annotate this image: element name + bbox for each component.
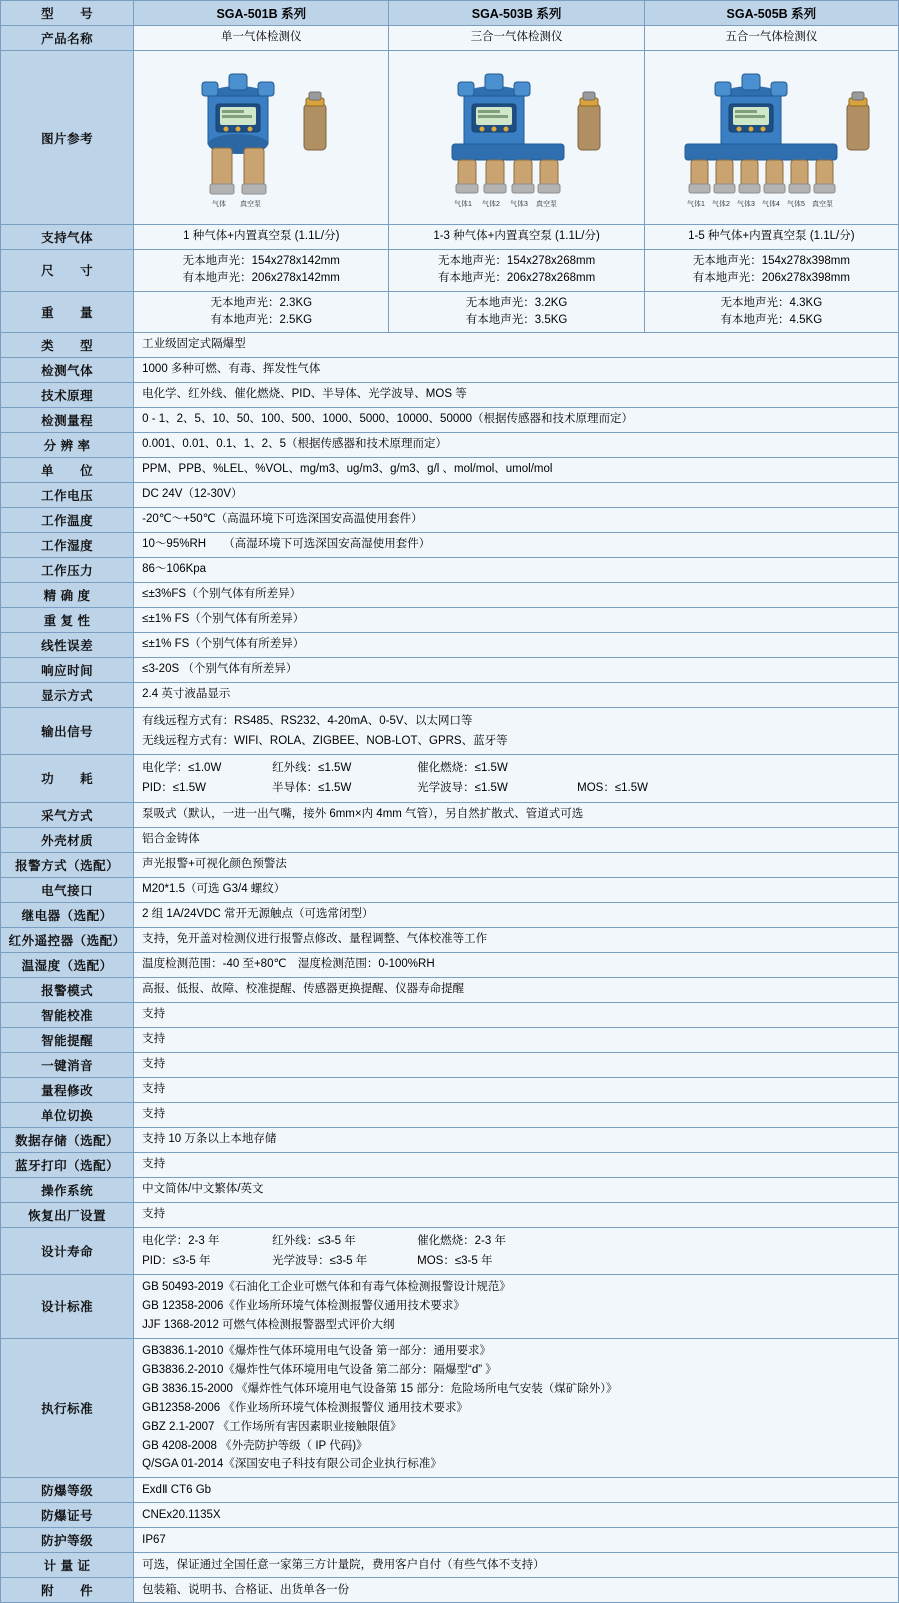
- size-col-2-no-alarm: 无本地声光：154x278x268mm: [437, 255, 596, 267]
- table-row-smart-reminder: [1, 1027, 899, 1052]
- row-label-humidity: 工作湿度: [1, 533, 134, 558]
- design-life-item-1: 红外线：≤3-5 年: [272, 1234, 356, 1247]
- table-row-data-storage-option: [1, 1127, 899, 1152]
- device-image-col-3: [644, 51, 898, 225]
- row-label-design-standard: 设计标准: [1, 1274, 134, 1338]
- row-label-detect-gas: 检测气体: [1, 358, 134, 383]
- linear-error-value: ≤±1% FS（个别气体有所差异）: [134, 633, 899, 658]
- table-row-design-life: [1, 1227, 899, 1274]
- row-label-smart-reminder: 智能提醒: [1, 1027, 134, 1052]
- product-name-col-1: 单一气体检测仪: [134, 26, 389, 51]
- type-value: 工业级固定式隔爆型: [134, 333, 899, 358]
- table-row-size: [1, 250, 899, 292]
- output-value: [134, 708, 899, 755]
- temperature-value: -20℃～+50℃（高温环境下可选深国安高温使用套件）: [134, 508, 899, 533]
- weight-col-1-no-alarm: 无本地声光：2.3KG: [210, 296, 313, 309]
- row-label-temperature: 工作温度: [1, 508, 134, 533]
- port-caption-gas2: 气体2: [481, 201, 500, 208]
- exec-standard-item-4: GBZ 2.1-2007 《工作场所有害因素职业接触限值》: [142, 1420, 402, 1433]
- table-row-resolution: [1, 433, 899, 458]
- table-row-linear-error: [1, 633, 899, 658]
- weight-col-2-no-alarm: 无本地声光：3.2KG: [465, 296, 568, 309]
- port-caption-gas5: 气体5: [787, 201, 806, 208]
- port-caption-gas2: 气体2: [712, 201, 731, 208]
- model-col-1: SGA-501B 系列: [134, 1, 389, 26]
- row-label-bluetooth-print-option: 蓝牙打印（选配）: [1, 1152, 134, 1177]
- gas-detector-illustration-1: [146, 56, 376, 216]
- row-label-data-storage-option: 数据存储（选配）: [1, 1127, 134, 1152]
- metering-cert-value: 可选，保证通过全国任意一家第三方计量院，费用客户自付（有些气体不支持）: [134, 1553, 899, 1578]
- unit-switch-value: 支持: [134, 1102, 899, 1127]
- weight-col-3: [644, 291, 898, 333]
- accuracy-value: ≤±3%FS（个别气体有所差异）: [134, 583, 899, 608]
- table-row-principle: [1, 383, 899, 408]
- exec-standard-value: [134, 1338, 899, 1478]
- row-label-size: 尺 寸: [1, 250, 134, 292]
- power-item-4: 半导体：≤1.5W: [272, 782, 352, 795]
- port-caption-gas4: 气体4: [762, 201, 781, 208]
- table-row-sampling: [1, 802, 899, 827]
- table-row-support-gas: [1, 225, 899, 250]
- design-life-value: [134, 1227, 899, 1274]
- row-label-unit-switch: 单位切换: [1, 1102, 134, 1127]
- smart-reminder-value: 支持: [134, 1027, 899, 1052]
- row-label-range-modify: 量程修改: [1, 1077, 134, 1102]
- principle-value: 电化学、红外线、催化燃烧、PID、半导体、光学波导、MOS 等: [134, 383, 899, 408]
- row-label-repeatability: 重 复 性: [1, 608, 134, 633]
- exec-standard-item-5: GB 4208-2008 《外壳防护等级（ IP 代码)》: [142, 1439, 368, 1452]
- alarm-mode-option-value: 声光报警+可视化颜色预警法: [134, 852, 899, 877]
- table-row-image-reference: [1, 51, 899, 225]
- weight-col-2-with-alarm: 有本地声光：3.5KG: [465, 313, 568, 326]
- design-life-item-4: 光学波导：≤3-5 年: [272, 1254, 368, 1267]
- size-col-3-with-alarm: 有本地声光：206x278x398mm: [692, 272, 850, 285]
- table-row-alarm-mode-option: [1, 852, 899, 877]
- row-label-alarm-mode-option: 报警方式（选配）: [1, 852, 134, 877]
- gas-detector-illustration-3: [651, 56, 891, 216]
- detect-gas-value: 1000 多种可燃、有毒、挥发性气体: [134, 358, 899, 383]
- row-label-power: 功 耗: [1, 755, 134, 802]
- row-label-voltage: 工作电压: [1, 483, 134, 508]
- table-row-bluetooth-print-option: [1, 1152, 899, 1177]
- size-col-3-no-alarm: 无本地声光：154x278x398mm: [692, 255, 850, 267]
- row-label-output: 输出信号: [1, 708, 134, 755]
- row-label-unit: 单 位: [1, 458, 134, 483]
- table-row-smart-calibration: [1, 1002, 899, 1027]
- exec-standard-item-3: GB12358-2006 《作业场所环境气体检测报警仪 通用技术要求》: [142, 1401, 469, 1414]
- table-row-detect-gas: [1, 358, 899, 383]
- power-item-2: 催化燃烧：≤1.5W: [417, 762, 508, 775]
- pressure-value: 86～106Kpa: [134, 558, 899, 583]
- row-label-ip-level: 防护等级: [1, 1528, 134, 1553]
- weight-col-3-with-alarm: 有本地声光：4.5KG: [720, 313, 823, 326]
- design-life-item-3: PID：≤3-5 年: [142, 1254, 211, 1267]
- row-label-metering-cert: 计 量 证: [1, 1553, 134, 1578]
- accessories-value: 包装箱、说明书、合格证、出货单各一份: [134, 1578, 899, 1603]
- row-label-one-key-mute: 一键消音: [1, 1052, 134, 1077]
- display-value: 2.4 英寸液晶显示: [134, 683, 899, 708]
- product-name-col-2: 三合一气体检测仪: [389, 26, 644, 51]
- repeatability-value: ≤±1% FS（个别气体有所差异）: [134, 608, 899, 633]
- row-label-accessories: 附 件: [1, 1578, 134, 1603]
- row-label-sampling: 采气方式: [1, 802, 134, 827]
- support-gas-col-3: 1-5 种气体+内置真空泵 (1.1L/分): [644, 225, 898, 250]
- row-label-type: 类 型: [1, 333, 134, 358]
- table-row-design-standard: [1, 1274, 899, 1338]
- device-image-col-1: [134, 51, 389, 225]
- unit-value: PPM、PPB、%LEL、%VOL、mg/m3、ug/m3、g/m3、g/l 、mol/mol、umol/mol: [134, 458, 899, 483]
- table-row-shell: [1, 827, 899, 852]
- table-row-relay-option: [1, 902, 899, 927]
- table-row-temp-humidity-option: [1, 952, 899, 977]
- table-row-product-name: [1, 26, 899, 51]
- ex-cert-value: CNEx20.1135X: [134, 1503, 899, 1528]
- row-label-display: 显示方式: [1, 683, 134, 708]
- design-life-item-0: 电化学：2-3 年: [142, 1234, 220, 1247]
- row-label-smart-calibration: 智能校准: [1, 1002, 134, 1027]
- row-label-design-life: 设计寿命: [1, 1227, 134, 1274]
- humidity-value: 10～95%RH （高湿环境下可选深国安高湿使用套件）: [134, 533, 899, 558]
- electrical-interface-value: M20*1.5（可选 G3/4 螺纹）: [134, 877, 899, 902]
- row-label-shell: 外壳材质: [1, 827, 134, 852]
- weight-col-2: [389, 291, 644, 333]
- table-row-pressure: [1, 558, 899, 583]
- range-value: 0 - 1、2、5、10、50、100、500、1000、5000、10000、50000（根据传感器和技术原理而定）: [134, 408, 899, 433]
- ip-level-value: IP67: [134, 1528, 899, 1553]
- model-col-3: SGA-505B 系列: [644, 1, 898, 26]
- voltage-value: DC 24V（12-30V）: [134, 483, 899, 508]
- design-standard-item-0: GB 50493-2019《石油化工企业可燃气体和有毒气体检测报警设计规范》: [142, 1280, 511, 1293]
- size-col-1-no-alarm: 无本地声光：154x278x142mm: [182, 255, 340, 267]
- support-gas-col-2: 1-3 种气体+内置真空泵 (1.1L/分): [389, 225, 644, 250]
- row-label-linear-error: 线性误差: [1, 633, 134, 658]
- bluetooth-print-option-value: 支持: [134, 1152, 899, 1177]
- table-row-one-key-mute: [1, 1052, 899, 1077]
- row-label-range: 检测量程: [1, 408, 134, 433]
- row-label-resolution: 分 辨 率: [1, 433, 134, 458]
- row-label-image-reference: 图片参考: [1, 51, 134, 225]
- exec-standard-item-2: GB 3836.15-2000 《爆炸性气体环境用电气设备第 15 部分：危险场所电气安装（煤矿除外）》: [142, 1382, 618, 1395]
- output-wired: 有线远程方式有：RS485、RS232、4-20mA、0-5V、以太网口等: [142, 715, 473, 727]
- table-row-range: [1, 408, 899, 433]
- port-caption-gas3: 气体3: [509, 201, 528, 208]
- gas-detector-illustration-2: [402, 56, 632, 216]
- table-row-voltage: [1, 483, 899, 508]
- row-label-support-gas: 支持气体: [1, 225, 134, 250]
- alarm-modes-value: 高报、低报、故障、校准提醒、传感器更换提醒、仪器寿命提醒: [134, 977, 899, 1002]
- row-label-relay-option: 继电器（选配）: [1, 902, 134, 927]
- table-row-model: [1, 1, 899, 26]
- table-row-temperature: [1, 508, 899, 533]
- table-row-os: [1, 1177, 899, 1202]
- factory-reset-value: 支持: [134, 1202, 899, 1227]
- weight-col-3-no-alarm: 无本地声光：4.3KG: [720, 296, 823, 309]
- table-row-alarm-modes: [1, 977, 899, 1002]
- size-col-3: [644, 250, 898, 292]
- data-storage-option-value: 支持 10 万条以上本地存储: [134, 1127, 899, 1152]
- row-label-alarm-modes: 报警模式: [1, 977, 134, 1002]
- size-col-2-with-alarm: 有本地声光：206x278x268mm: [437, 272, 596, 285]
- table-row-ir-remote-option: [1, 927, 899, 952]
- row-label-electrical-interface: 电气接口: [1, 877, 134, 902]
- weight-col-1-with-alarm: 有本地声光：2.5KG: [210, 313, 313, 326]
- port-caption-gas1: 气体1: [453, 201, 472, 208]
- response-time-value: ≤3-20S （个别气体有所差异）: [134, 658, 899, 683]
- row-label-product-name: 产品名称: [1, 26, 134, 51]
- design-standard-item-1: GB 12358-2006《作业场所环境气体检测报警仪通用技术要求》: [142, 1299, 465, 1312]
- table-row-humidity: [1, 533, 899, 558]
- ir-remote-option-value: 支持，免开盖对检测仪进行报警点修改、量程调整、气体校准等工作: [134, 927, 899, 952]
- table-row-power: [1, 755, 899, 802]
- row-label-principle: 技术原理: [1, 383, 134, 408]
- table-row-accuracy: [1, 583, 899, 608]
- row-label-response-time: 响应时间: [1, 658, 134, 683]
- row-label-os: 操作系统: [1, 1177, 134, 1202]
- table-row-ex-level: [1, 1478, 899, 1503]
- design-life-item-5: MOS：≤3-5 年: [417, 1254, 493, 1267]
- exec-standard-item-6: Q/SGA 01-2014《深国安电子科技有限公司企业执行标准》: [142, 1458, 442, 1471]
- power-item-6: MOS：≤1.5W: [577, 782, 648, 795]
- model-col-2: SGA-503B 系列: [389, 1, 644, 26]
- power-item-0: 电化学：≤1.0W: [142, 762, 222, 775]
- row-label-pressure: 工作压力: [1, 558, 134, 583]
- table-row-factory-reset: [1, 1202, 899, 1227]
- table-row-unit: [1, 458, 899, 483]
- temp-humidity-option-value: 温度检测范围：-40 至+80℃ 湿度检测范围：0-100%RH: [134, 952, 899, 977]
- ex-level-value: ExdⅡ CT6 Gb: [134, 1478, 899, 1503]
- row-label-temp-humidity-option: 温湿度（选配）: [1, 952, 134, 977]
- table-row-accessories: [1, 1578, 899, 1603]
- relay-option-value: 2 组 1A/24VDC 常开无源触点（可选常闭型）: [134, 902, 899, 927]
- row-label-ir-remote-option: 红外遥控器（选配）: [1, 927, 134, 952]
- range-modify-value: 支持: [134, 1077, 899, 1102]
- table-row-ex-cert: [1, 1503, 899, 1528]
- table-row-type: [1, 333, 899, 358]
- size-col-2: [389, 250, 644, 292]
- table-row-response-time: [1, 658, 899, 683]
- table-row-metering-cert: [1, 1553, 899, 1578]
- design-life-item-2: 催化燃烧：2-3 年: [417, 1234, 506, 1247]
- table-row-repeatability: [1, 608, 899, 633]
- design-standard-item-2: JJF 1368-2012 可燃气体检测报警器型式评价大纲: [142, 1318, 395, 1331]
- row-label-ex-level: 防爆等级: [1, 1478, 134, 1503]
- product-name-col-3: 五合一气体检测仪: [644, 26, 898, 51]
- row-label-exec-standard: 执行标准: [1, 1338, 134, 1478]
- one-key-mute-value: 支持: [134, 1052, 899, 1077]
- row-label-factory-reset: 恢复出厂设置: [1, 1202, 134, 1227]
- port-caption-gas1: 气体1: [687, 201, 706, 208]
- power-item-1: 红外线：≤1.5W: [272, 762, 352, 775]
- port-caption-pump: 真空泵: [240, 201, 262, 208]
- exec-standard-item-1: GB3836.2-2010《爆炸性气体环境用电气设备 第二部分：隔爆型“d” 》: [142, 1363, 497, 1376]
- power-item-3: PID：≤1.5W: [142, 782, 206, 795]
- support-gas-col-1: 1 种气体+内置真空泵 (1.1L/分): [134, 225, 389, 250]
- table-row-exec-standard: [1, 1338, 899, 1478]
- table-row-ip-level: [1, 1528, 899, 1553]
- table-row-weight: [1, 291, 899, 333]
- exec-standard-item-0: GB3836.1-2010《爆炸性气体环境用电气设备 第一部分：通用要求》: [142, 1344, 492, 1357]
- smart-calibration-value: 支持: [134, 1002, 899, 1027]
- port-caption-pump: 真空泵: [812, 201, 834, 208]
- output-wireless: 无线远程方式有：WIFI、ROLA、ZIGBEE、NOB-LOT、GPRS、蓝牙等: [142, 735, 508, 748]
- port-caption-gas: 气体: [212, 201, 227, 208]
- table-row-unit-switch: [1, 1102, 899, 1127]
- size-col-1: [134, 250, 389, 292]
- os-value: 中文简体/中文繁体/英文: [134, 1177, 899, 1202]
- table-row-electrical-interface: [1, 877, 899, 902]
- row-label-model: 型 号: [1, 1, 134, 26]
- size-col-1-with-alarm: 有本地声光：206x278x142mm: [182, 272, 340, 285]
- table-row-display: [1, 683, 899, 708]
- resolution-value: 0.001、0.01、0.1、1、2、5（根据传感器和技术原理而定）: [134, 433, 899, 458]
- table-row-output: [1, 708, 899, 755]
- device-image-col-2: [389, 51, 644, 225]
- weight-col-1: [134, 291, 389, 333]
- row-label-accuracy: 精 确 度: [1, 583, 134, 608]
- port-caption-gas3: 气体3: [737, 201, 756, 208]
- power-value: [134, 755, 899, 802]
- row-label-ex-cert: 防爆证号: [1, 1503, 134, 1528]
- port-caption-pump: 真空泵: [535, 201, 557, 208]
- power-item-5: 光学波导：≤1.5W: [417, 782, 508, 795]
- shell-value: 铝合金铸体: [134, 827, 899, 852]
- design-standard-value: [134, 1274, 899, 1338]
- sampling-value: 泵吸式（默认，一进一出气嘴，接外 6mm×内 4mm 气管），另自然扩散式、管道式可选: [134, 802, 899, 827]
- table-row-range-modify: [1, 1077, 899, 1102]
- row-label-weight: 重 量: [1, 291, 134, 333]
